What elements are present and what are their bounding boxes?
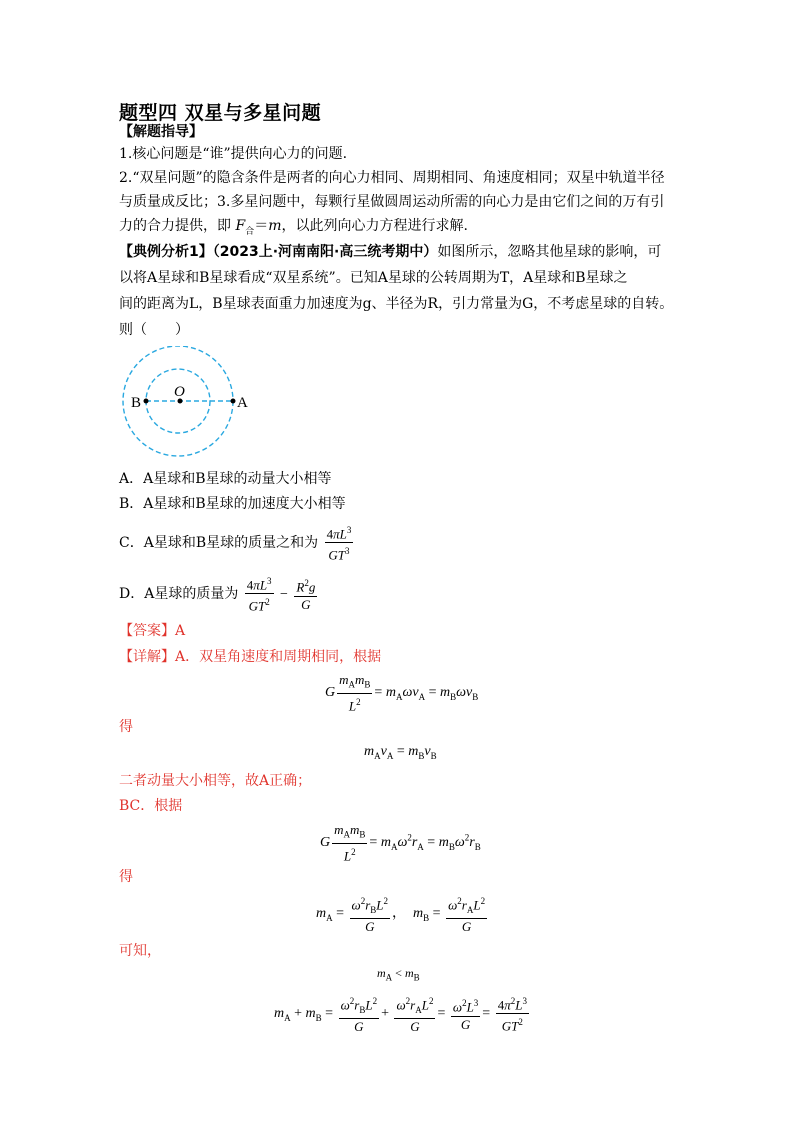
equals-sign: ＝ bbox=[254, 218, 269, 234]
equation-1: G $\frac{m_Am_B}{L^2}$ = $m_A\omega v_A = m_B\omega v_B$ bbox=[325, 672, 479, 713]
equation-4: $m_A$ = $\frac{\omega^2r_BL^2}{G}$ ， $m_B$ = $\frac{\omega^2r_AL^2}{G}$ bbox=[316, 893, 489, 935]
example-text: 如图所示，忽略其他星球的影响，可 bbox=[437, 244, 662, 260]
option-c-formula: $\frac{4\pi L^3}{GT^3}$ bbox=[325, 522, 354, 564]
option-a: A．A星球和B星球的动量大小相等 bbox=[119, 471, 332, 487]
option-c bbox=[119, 522, 355, 564]
mass-symbol: m bbox=[268, 218, 282, 234]
example-line-1 bbox=[119, 242, 661, 262]
star-a-dot bbox=[231, 399, 236, 404]
example-line-4: 则（ ） bbox=[119, 322, 189, 338]
equation-3: G $\frac{m_Am_B}{L^2}$ = $m_A\omega^2r_A = m_B\omega^2r_B$ bbox=[320, 822, 481, 863]
option-d-text: D．A星球的质量为 bbox=[119, 585, 239, 602]
equation-5: $m_A < m_B$ bbox=[377, 966, 420, 983]
force-symbol: F bbox=[235, 218, 246, 234]
guide-point-1: 1.核心问题是“谁”提供向心力的问题. bbox=[119, 146, 348, 162]
de-1: 得 bbox=[119, 719, 133, 735]
example-tag: 【典例分析1】 bbox=[119, 244, 213, 260]
label-b: B bbox=[131, 395, 142, 411]
option-d-formula-1: $\frac{4\pi L^3}{GT^2}$ bbox=[245, 573, 274, 615]
label-o: O bbox=[174, 384, 185, 400]
de-2: 得 bbox=[119, 869, 133, 885]
equation-6: $m_A + m_B$ = $\frac{\omega^2r_BL^2}{G}$ + $\frac{\omega^2r_AL^2}{G}$ = $\frac{\omega^2L^3}{G}$ = $\frac{4\pi^2L^3}{GT^2}$ bbox=[274, 993, 531, 1035]
star-b-dot bbox=[144, 399, 149, 404]
example-line-2: 以将A星球和B星球看成“双星系统”。已知A星球的公转周期为T，A星球和B星球之 bbox=[119, 270, 628, 286]
force-subscript: 合 bbox=[245, 226, 255, 237]
label-a: A bbox=[237, 395, 248, 411]
section-title: 题型四 双星与多星问题 bbox=[119, 102, 322, 124]
kezhi-text: 可知， bbox=[119, 943, 161, 959]
option-d: D．A星球的质量为 $\frac{4\pi L^3}{GT^2}$ − $\frac{R^2g}{G}$ bbox=[119, 573, 319, 615]
equation-2: $m_Av_A = m_Bv_B$ bbox=[364, 744, 437, 761]
guide-text-end: ，以此列向心力方程进行求解. bbox=[281, 218, 468, 234]
option-d-formula-2: $\frac{R^2g}{G}$ bbox=[294, 575, 317, 612]
guide-point-2-line-2: 与质量成反比；3.多星问题中，每颗行星做圆周运动所需的向心力是由它们之间的万有引 bbox=[119, 194, 665, 210]
example-line-3: 间的距离为L，B星球表面重力加速度为g、半径为R，引力常量为G，不考虑星球的自转。 bbox=[119, 296, 674, 312]
option-c-text: C．A星球和B星球的质量之和为 bbox=[119, 534, 319, 551]
answer-label: 【答案】A bbox=[119, 623, 186, 639]
guide-text: 力的合力提供，即 bbox=[119, 218, 231, 234]
guide-heading: 【解题指导】 bbox=[119, 124, 203, 140]
example-source: （2023上·河南南阳·高三统考期中） bbox=[212, 244, 438, 260]
momentum-equal-text: 二者动量大小相等，故A正确； bbox=[119, 773, 312, 789]
binary-star-diagram bbox=[118, 346, 250, 458]
detail-label: 【详解】A．双星角速度和周期相同，根据 bbox=[119, 649, 382, 665]
guide-point-2-line-1: 2.“双星问题”的隐含条件是两者的向心力相同、周期相同、角速度相同；双星中轨道半径 bbox=[119, 170, 665, 186]
option-b: B．A星球和B星球的加速度大小相等 bbox=[119, 496, 346, 512]
guide-point-2-line-3 bbox=[119, 216, 468, 242]
bc-text: BC．根据 bbox=[119, 798, 183, 814]
